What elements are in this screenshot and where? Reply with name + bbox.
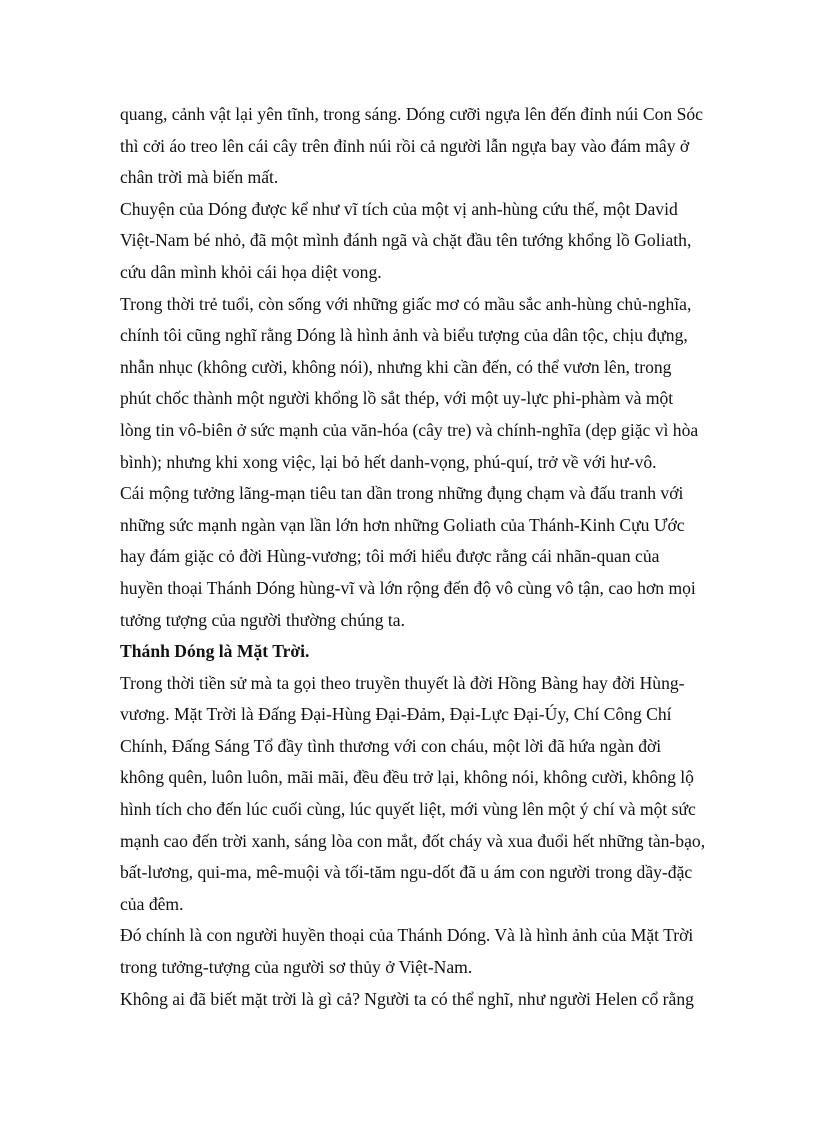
text-line-5: Việt-Nam bé nhỏ, đã một mình đánh ngã và chặt đầu tên tướng khổng lồ Goliath, <box>120 230 692 251</box>
text-line-4: Chuyện của Dóng được kể như vĩ tích của một vị anh-hùng cứu thế, một David <box>120 198 678 219</box>
text-line-8: chính tôi cũng nghĩ rằng Dóng là hình ảnh và biểu tượng của dân tộc, chịu đựng, <box>120 325 688 346</box>
text-line-14: những sức mạnh ngàn vạn lần lớn hơn những Goliath của Thánh-Kinh Cựu Ước <box>120 514 685 535</box>
text-line-26: của đêm. <box>120 893 184 914</box>
text-line-19: Trong thời tiền sử mà ta gọi theo truyền thuyết là đời Hồng Bàng hay đời Hùng- <box>120 672 685 693</box>
text-line-17: tưởng tượng của người thường chúng ta. <box>120 609 405 630</box>
text-line-11: lòng tin vô-biên ở sức mạnh của văn-hóa (cây tre) và chính-nghĩa (dẹp giặc vì hòa <box>120 419 699 440</box>
text-line-15: hay đám giặc cỏ đời Hùng-vương; tôi mới hiểu được rằng cái nhãn-quan của <box>120 546 660 567</box>
text-line-12: bình); nhưng khi xong việc, lại bỏ hết danh-vọng, phú-quí, trở về với hư-vô. <box>120 451 657 472</box>
text-line-3: chân trời mà biến mất. <box>120 167 279 188</box>
text-line-1: quang, cảnh vật lại yên tĩnh, trong sáng. Dóng cưỡi ngựa lên đến đỉnh núi Con Sóc <box>120 104 703 124</box>
text-line-24: mạnh cao đến trời xanh, sáng lòa con mắt, đốt cháy và xua đuổi hết những tàn-bạo, <box>120 830 706 851</box>
text-line-25: bất-lương, qui-ma, mê-muội và tối-tăm ngu-dốt đã u ám con người trong dầy-đặc <box>120 862 693 883</box>
text-line-9: nhẫn nhục (không cười, không nói), nhưng khi cần đến, có thể vươn lên, trong <box>120 356 672 377</box>
text-line-22: không quên, luôn luôn, mãi mãi, đều đều trở lại, không nói, không cười, không lộ <box>120 767 694 788</box>
text-line-23: hình tích cho đến lúc cuối cùng, lúc quyết liệt, mới vùng lên một ý chí và một sức <box>120 799 696 820</box>
document-page <box>120 99 720 1015</box>
text-line-6: cứu dân mình khỏi cái họa diệt vong. <box>120 261 382 282</box>
text-line-13: Cái mộng tưởng lãng-mạn tiêu tan dần trong những đụng chạm và đấu tranh với <box>120 483 684 504</box>
text-line-21: Chính, Đấng Sáng Tổ đầy tình thương với con cháu, một lời đã hứa ngàn đời <box>120 735 662 756</box>
text-line-27: Đó chính là con người huyền thoại của Thánh Dóng. Và là hình ảnh của Mặt Trời <box>120 925 694 946</box>
text-line-20: vương. Mặt Trời là Đấng Đại-Hùng Đại-Đảm, Đại-Lực Đại-Úy, Chí Công Chí <box>120 704 672 725</box>
text-line-16: huyền thoại Thánh Dóng hùng-vĩ và lớn rộng đến độ vô cùng vô tận, cao hơn mọi <box>120 577 696 598</box>
text-line-2: thì cởi áo treo lên cái cây trên đỉnh núi rồi cả người lẫn ngựa bay vào đám mây ở <box>120 135 690 156</box>
text-line-28: trong tưởng-tượng của người sơ thủy ở Việt-Nam. <box>120 957 473 978</box>
text-line-7: Trong thời trẻ tuổi, còn sống với những giấc mơ có mầu sắc anh-hùng chủ-nghĩa, <box>120 293 692 314</box>
section-heading: Thánh Dóng là Mặt Trời. <box>120 641 310 662</box>
text-line-10: phút chốc thành một người khổng lồ sắt thép, với một uy-lực phi-phàm và một <box>120 388 674 409</box>
text-line-29: Không ai đã biết mặt trời là gì cả? Người ta có thể nghĩ, như người Helen cổ rằng <box>120 988 694 1009</box>
